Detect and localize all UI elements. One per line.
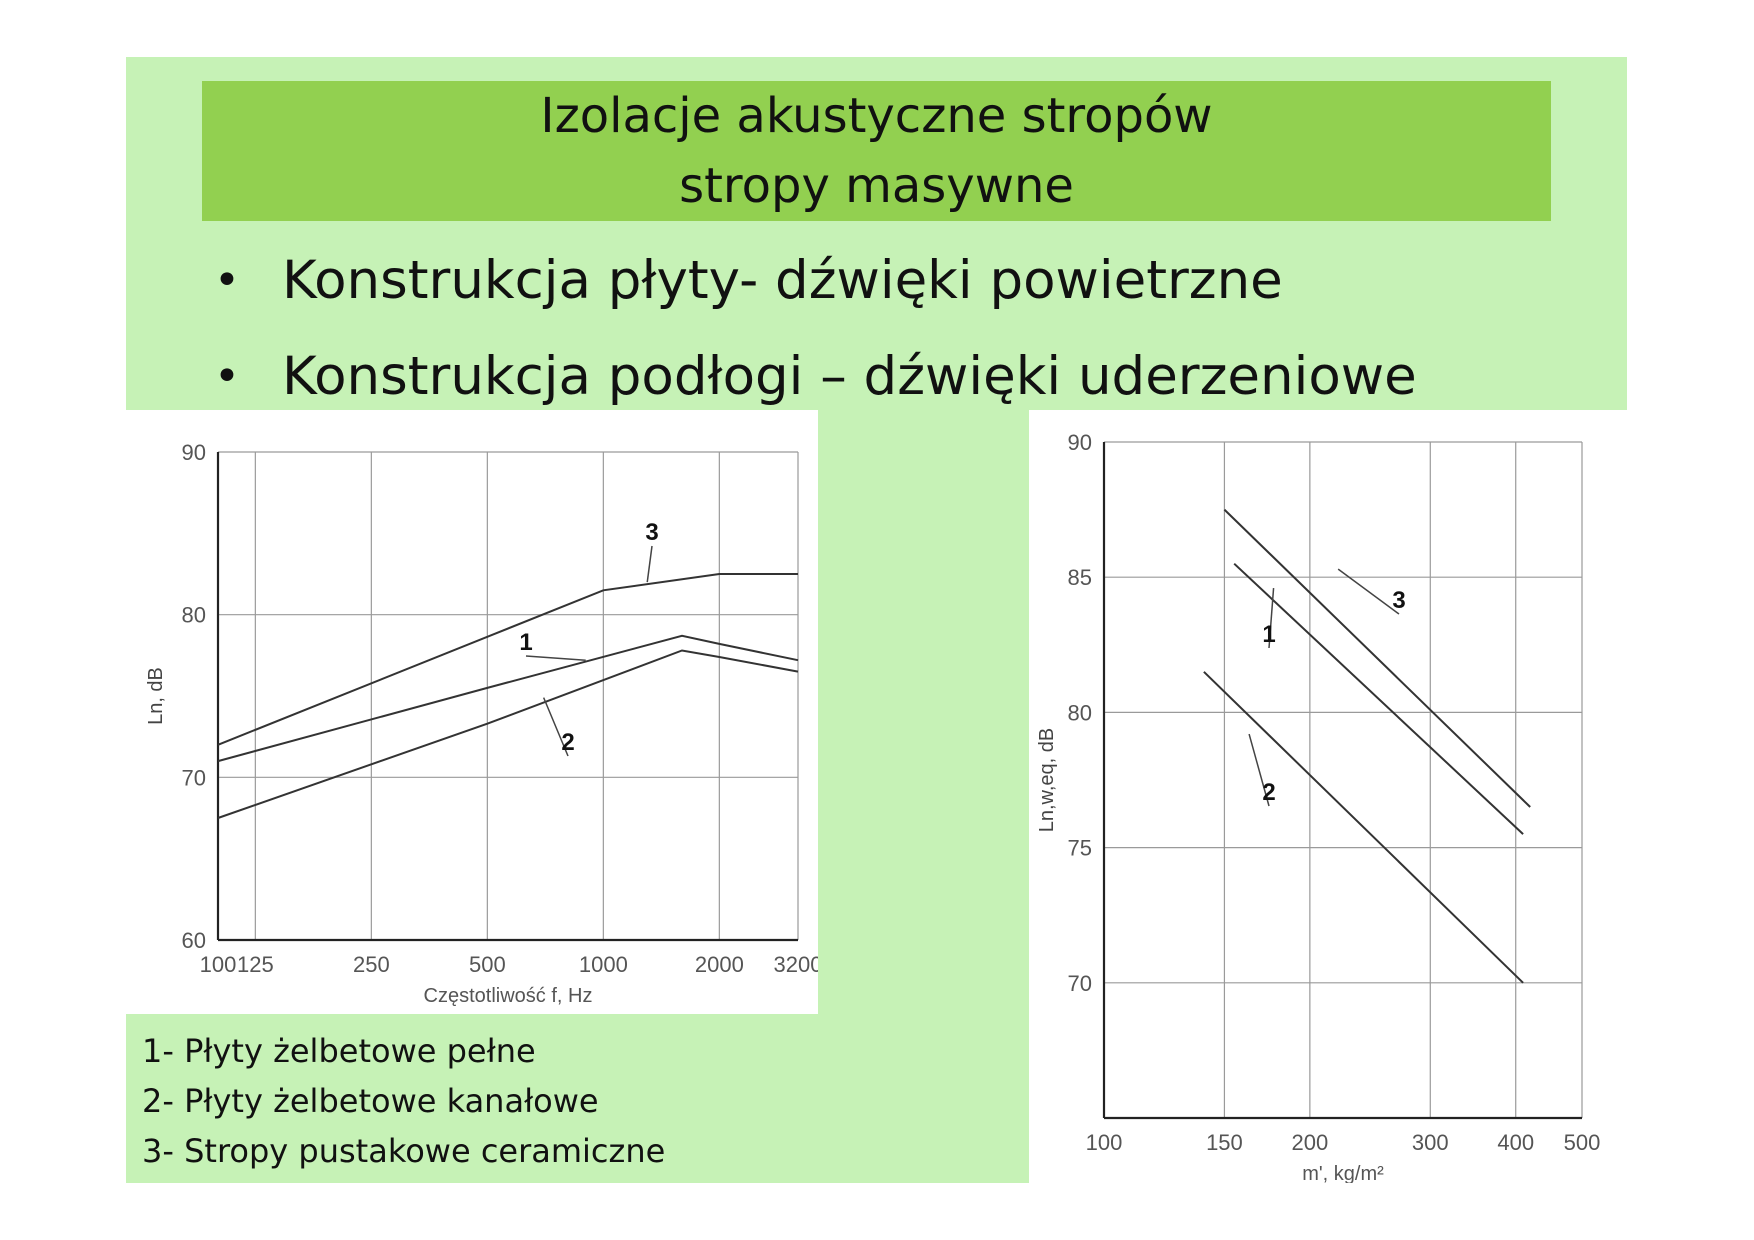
x-tick-label: 500 (1563, 1130, 1601, 1155)
x-tick-label: 150 (1206, 1130, 1243, 1155)
x-tick-label: 100 (1085, 1130, 1123, 1155)
y-tick-label: 90 (181, 440, 206, 465)
x-tick-label: 250 (352, 952, 390, 977)
x-tick-label: 1000 (578, 952, 628, 977)
series-leader-1 (526, 656, 586, 660)
series-line-1 (1234, 564, 1523, 834)
legend-item-3: 3- Stropy pustakowe ceramiczne (142, 1132, 666, 1170)
frequency-chart (126, 410, 818, 1014)
series-line-3 (218, 574, 798, 745)
bullet-dot-icon: • (214, 350, 240, 402)
slide-title-line2: stropy masywne (679, 158, 1074, 214)
series-label-1: 1 (1262, 621, 1276, 648)
x-tick-label: 3200 (773, 952, 818, 977)
title-bar (202, 81, 1551, 221)
y-tick-label: 85 (1067, 565, 1092, 591)
series-label-3: 3 (1392, 587, 1406, 614)
x-tick-label: 125 (236, 952, 274, 977)
bullet-item (214, 232, 1417, 328)
x-tick-label: 2000 (694, 952, 744, 977)
y-tick-label: 70 (181, 765, 206, 791)
x-tick-label: 200 (1291, 1130, 1329, 1155)
x-tick-label: 500 (468, 952, 506, 977)
mass-chart-svg (1029, 410, 1627, 1183)
bullet-text: Konstrukcja płyty- dźwięki powietrzne (282, 249, 1283, 311)
y-tick-label: 70 (1067, 970, 1092, 996)
y-axis-title: Ln, dB (145, 667, 167, 725)
y-tick-label: 80 (1067, 700, 1092, 726)
y-tick-label: 80 (181, 602, 206, 628)
bullet-list (214, 232, 1417, 424)
y-axis-title: Ln,w,eq, dB (1036, 727, 1058, 833)
series-label-2: 2 (561, 729, 575, 756)
y-tick-label: 75 (1067, 835, 1092, 861)
legend-item-2: 2- Płyty żelbetowe kanałowe (142, 1082, 599, 1120)
x-tick-label: 100 (199, 952, 237, 977)
series-line-3 (1224, 510, 1530, 807)
bullet-text: Konstrukcja podłogi – dźwięki uderzeniowe (282, 345, 1417, 407)
series-leader-3 (647, 546, 652, 582)
x-axis-title: m', kg/m² (1302, 1163, 1384, 1183)
x-axis-title: Częstotliwość f, Hz (423, 985, 593, 1007)
legend (142, 1026, 665, 1176)
series-label-3: 3 (645, 519, 659, 546)
mass-chart (1029, 410, 1627, 1183)
series-line-2 (1204, 672, 1523, 983)
x-tick-label: 400 (1497, 1130, 1535, 1155)
x-tick-label: 300 (1411, 1130, 1449, 1155)
frequency-chart-svg (126, 410, 818, 1014)
slide-title-line1: Izolacje akustyczne stropów (540, 88, 1213, 144)
bullet-dot-icon: • (214, 254, 240, 306)
series-label-2: 2 (1262, 779, 1276, 806)
legend-item-1: 1- Płyty żelbetowe pełne (142, 1032, 536, 1070)
series-leader-3 (1338, 569, 1399, 614)
series-label-1: 1 (519, 629, 533, 656)
series-line-2 (218, 651, 798, 819)
y-tick-label: 60 (181, 928, 206, 953)
y-tick-label: 90 (1067, 430, 1092, 455)
